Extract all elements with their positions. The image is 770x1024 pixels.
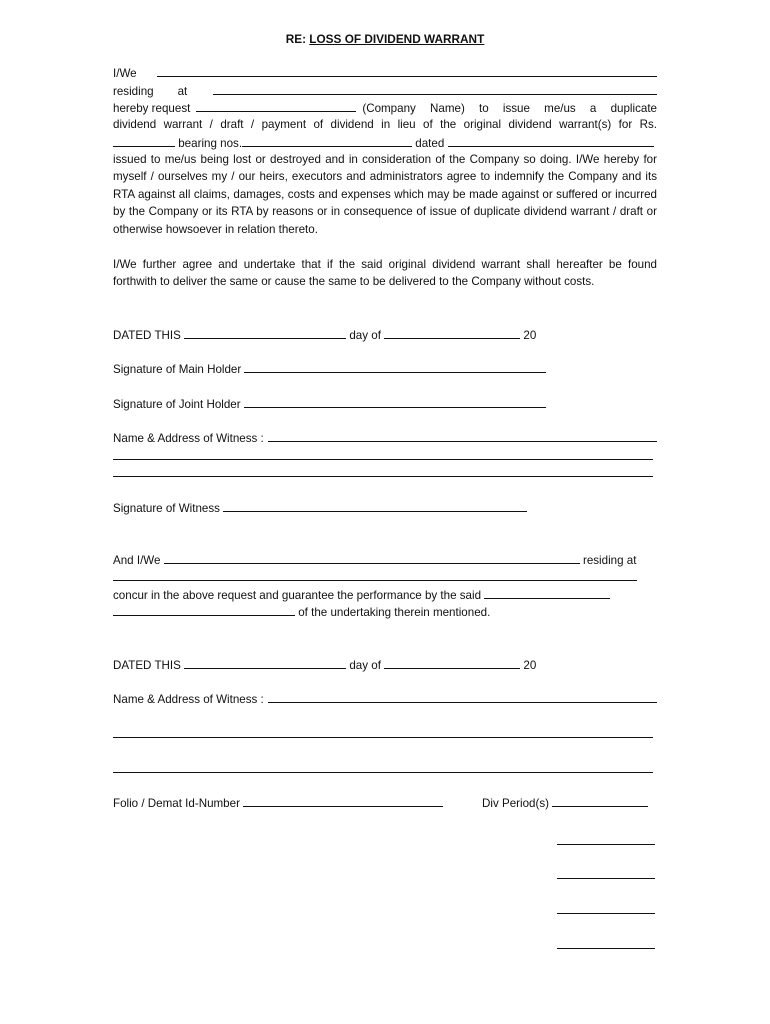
witness2-field-1[interactable] [268,690,657,703]
concur-line [113,586,657,604]
bearing-line [113,134,657,152]
bearing-nos-label: bearing nos. [178,137,243,150]
div-period-line [482,794,657,812]
witness2-line-2 [113,725,657,743]
sig-witness-field[interactable] [223,499,527,512]
residing-label: residing [113,85,154,98]
and-iwe-label: And I/We [113,554,161,567]
undertaking-field[interactable] [113,603,295,616]
line-dividend-warrant: dividend warrant / draft / payment of dividend in lieu of the original dividend warrant(s) for Rs. [113,118,657,131]
div-period-label: Div Period(s) [482,797,549,810]
sig-joint-label: Signature of Joint Holder [113,398,241,411]
year-label-2: 20 [523,659,537,672]
indemnity-paragraph: issued to me/us being lost or destroyed and in consideration of the Company so doing. I/We hereby for myself / ourselves my / our heirs, executors and administrators agree to indemnify the Company and its RTA against all claims, damages, costs and expenses which may be made against or suffered or incurred by the Company or its RTA by reasons or in consequence of issue of duplicate dividend warrant / draft or otherwise howsoever in relation thereto. [113,153,657,236]
folio-field[interactable] [243,794,443,807]
residing-line [113,82,657,100]
guarantee-field[interactable] [484,586,610,599]
witness2-label: Name & Address of Witness : [113,693,264,706]
witness1-label: Name & Address of Witness : [113,432,264,445]
witness2-line-3 [113,760,657,778]
witness1-field-2[interactable] [113,447,653,460]
sig-witness-line [113,499,657,517]
witness2-line [113,690,657,708]
witness2-field-3[interactable] [113,760,653,773]
concur-text: concur in the above request and guarantee the performance by the said [113,589,482,602]
day-of-label: day of [349,329,381,342]
company-name-field[interactable] [196,99,356,112]
div-period-row-2 [557,832,655,850]
dated-line-2 [113,656,657,674]
sig-main-line [113,360,657,378]
div-period-row-3 [557,866,655,884]
sig-witness-label: Signature of Witness [113,502,220,515]
concur-address-line [113,568,657,586]
sig-main-label: Signature of Main Holder [113,363,242,376]
day-of-label-2: day of [349,659,381,672]
amount-field[interactable] [113,134,175,147]
company-name-text: (Company Name) to issue me/us a duplicate [362,102,657,115]
residing-at-label: residing at [582,554,637,567]
hereby-request-label: hereby request [113,102,191,115]
div-period-field-2[interactable] [557,832,655,845]
iwe-name-field[interactable] [157,64,657,77]
dated-label: dated [415,137,445,150]
div-period-field-4[interactable] [557,901,655,914]
address-field[interactable] [213,82,657,95]
witness1-field-1[interactable] [268,429,657,442]
and-iwe-line [113,551,657,569]
undertaking-line [113,603,657,621]
undertaking-text: of the undertaking therein mentioned. [298,606,491,619]
dated-line-1 [113,326,657,344]
div-period-field-1[interactable] [552,794,648,807]
at-label: at [177,85,188,98]
month-field-1[interactable] [384,326,520,339]
concur-address-field[interactable] [113,568,637,581]
dated-field[interactable] [448,134,654,147]
month-field-2[interactable] [384,656,520,669]
iwe-label: I/We [113,67,137,80]
sig-joint-field[interactable] [244,395,546,408]
hereby-line [113,99,657,117]
div-period-row-5 [557,936,655,954]
witness1-line-3 [113,464,657,482]
dated-this-label-2: DATED THIS [113,659,181,672]
document-title [0,31,770,48]
folio-label: Folio / Demat Id-Number [113,797,240,810]
witness2-field-2[interactable] [113,725,653,738]
witness1-line [113,429,657,447]
div-period-row-4 [557,901,655,919]
title-prefix: RE: [285,32,310,46]
witness1-line-2 [113,447,657,465]
witness1-field-3[interactable] [113,464,653,477]
year-label: 20 [523,329,537,342]
and-iwe-field[interactable] [164,551,580,564]
iwe-line [113,64,657,82]
bearing-nos-field[interactable] [242,134,412,147]
day-field-1[interactable] [184,326,346,339]
further-paragraph: I/We further agree and undertake that if the said original dividend warrant shall hereafter be found forthwith to deliver the same or cause the same to be delivered to the Company without costs. [113,258,657,289]
sig-main-field[interactable] [244,360,546,373]
title-underlined: LOSS OF DIVIDEND WARRANT [309,32,485,46]
div-period-field-5[interactable] [557,936,655,949]
dated-this-label: DATED THIS [113,329,181,342]
sig-joint-line [113,395,657,413]
day-field-2[interactable] [184,656,346,669]
div-period-field-3[interactable] [557,866,655,879]
